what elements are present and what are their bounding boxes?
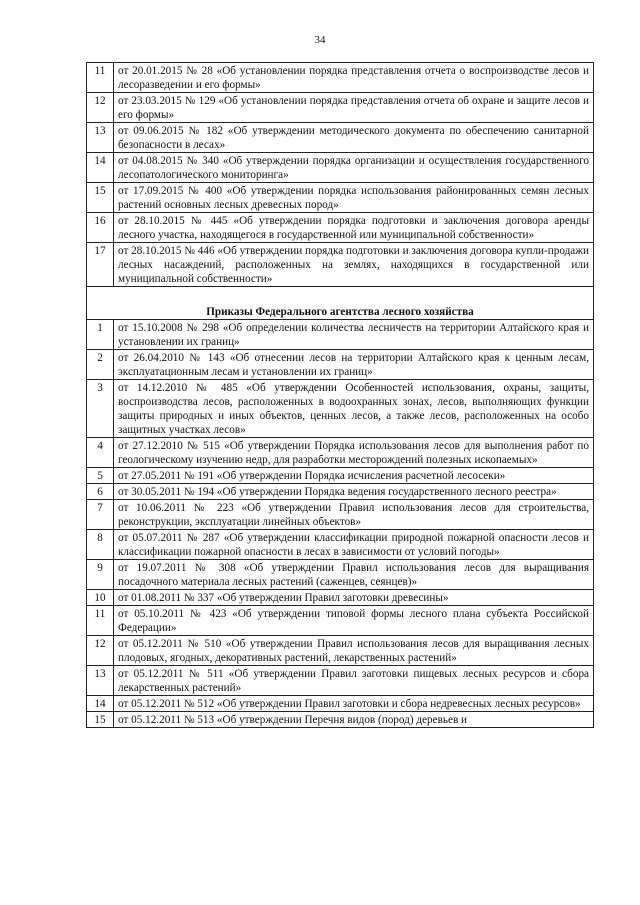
table-row — [87, 530, 594, 560]
table-row — [87, 183, 594, 213]
row-text: от 19.07.2011 № 308 «Об утверждении Правил использования лесов для выращивания посадочного материала лесных растений (саженцев, сеянцев)» — [114, 560, 594, 590]
row-number: 14 — [87, 153, 114, 183]
row-text: от 04.08.2015 № 340 «Об утверждении порядка организации и осуществления государственного лесопатологического мониторинга» — [114, 153, 594, 183]
row-number: 9 — [87, 560, 114, 590]
table-row — [87, 213, 594, 243]
table-row — [87, 590, 594, 606]
table-row — [87, 560, 594, 590]
table-row — [87, 320, 594, 350]
row-text: от 27.05.2011 № 191 «Об утверждении Порядка исчисления расчетной лесосеки» — [114, 468, 594, 484]
row-number: 4 — [87, 438, 114, 468]
table-row — [87, 606, 594, 636]
row-number: 12 — [87, 93, 114, 123]
table-body-bottom — [87, 320, 594, 728]
row-number: 1 — [87, 320, 114, 350]
row-number: 5 — [87, 468, 114, 484]
table-row — [87, 93, 594, 123]
table-body-top — [87, 63, 594, 287]
row-number: 11 — [87, 63, 114, 93]
row-number: 10 — [87, 590, 114, 606]
row-text: от 01.08.2011 № 337 «Об утверждении Правил заготовки древесины» — [114, 590, 594, 606]
table-row — [87, 712, 594, 728]
row-text: от 10.06.2011 № 223 «Об утверждении Правил использования лесов для строительства, реконструкции, эксплуатации линейных объектов» — [114, 500, 594, 530]
row-number: 7 — [87, 500, 114, 530]
row-text: от 23.03.2015 № 129 «Об установлении порядка представления отчета об охране и защите лесов и его формы» — [114, 93, 594, 123]
row-text: от 05.12.2011 № 512 «Об утверждении Правил заготовки и сбора недревесных лесных ресурсов» — [114, 696, 594, 712]
table-row — [87, 500, 594, 530]
table-row — [87, 243, 594, 287]
table-row — [87, 468, 594, 484]
row-text: от 26.04.2010 № 143 «Об отнесении лесов на территории Алтайского края к ценным лесам, эксплуатационным лесам и установлении их границ» — [114, 350, 594, 380]
row-number: 6 — [87, 484, 114, 500]
row-number: 3 — [87, 380, 114, 438]
row-text: от 05.10.2011 № 423 «Об утверждении типовой формы лесного плана субъекта Российской Федерации» — [114, 606, 594, 636]
row-text: от 14.12.2010 № 485 «Об утверждении Особенностей использования, охраны, защиты, воспроизводства лесов, расположенных в водоохранных зонах, лесов, выполняющих функции защиты природных и иных объектов, ценных лесов, а также лесов, расположенных на особо защитных участках лесов» — [114, 380, 594, 438]
row-text: от 28.10.2015 № 446 «Об утверждении порядка подготовки и заключения договора купли-продажи лесных насаждений, расположенных на землях, находящихся в государственной или муниципальной собственности» — [114, 243, 594, 287]
table-row — [87, 153, 594, 183]
table-row — [87, 484, 594, 500]
table-row — [87, 380, 594, 438]
row-text: от 09.06.2015 № 182 «Об утверждении методического документа по обеспечению санитарной безопасности в лесах» — [114, 123, 594, 153]
row-number: 12 — [87, 636, 114, 666]
row-number: 11 — [87, 606, 114, 636]
row-text: от 05.07.2011 № 287 «Об утверждении классификации природной пожарной опасности лесов и классификации пожарной опасности в лесах в зависимости от условий погоды» — [114, 530, 594, 560]
row-number: 13 — [87, 123, 114, 153]
section-header-row — [87, 287, 594, 320]
row-text: от 27.12.2010 № 515 «Об утверждении Порядка использования лесов для выполнения работ по геологическому изучению недр, для разработки месторождений полезных ископаемых» — [114, 438, 594, 468]
section-title: Приказы Федерального агентства лесного хозяйства — [87, 287, 594, 320]
table-row — [87, 123, 594, 153]
table-row — [87, 696, 594, 712]
page-number: 34 — [314, 34, 326, 46]
row-text: от 17.09.2015 № 400 «Об утверждении порядка использования районированных семян лесных растений основных лесных древесных пород» — [114, 183, 594, 213]
row-text: от 05.12.2011 № 513 «Об утверждении Перечня видов (пород) деревьев и — [114, 712, 594, 728]
row-text: от 05.12.2011 № 510 «Об утверждении Правил использования лесов для выращивания лесных плодовых, ягодных, декоративных растений, лекарственных растений» — [114, 636, 594, 666]
row-text: от 20.01.2015 № 28 «Об установлении порядка представления отчета о воспроизводстве лесов и лесоразведении и его формы» — [114, 63, 594, 93]
row-text: от 05.12.2011 № 511 «Об утверждении Правил заготовки пищевых лесных ресурсов и сбора лекарственных растений» — [114, 666, 594, 696]
table-row — [87, 63, 594, 93]
row-number: 2 — [87, 350, 114, 380]
row-number: 15 — [87, 712, 114, 728]
row-text: от 28.10.2015 № 445 «Об утверждении порядка подготовки и заключения договора аренды лесного участка, находящегося в государственной или муниципальной собственности» — [114, 213, 594, 243]
row-number: 14 — [87, 696, 114, 712]
row-number: 15 — [87, 183, 114, 213]
row-text: от 15.10.2008 № 298 «Об определении количества лесничеств на территории Алтайского края и установлении их границ» — [114, 320, 594, 350]
table-row — [87, 438, 594, 468]
table-row — [87, 666, 594, 696]
table-row — [87, 636, 594, 666]
row-number: 16 — [87, 213, 114, 243]
table-row — [87, 350, 594, 380]
row-number: 8 — [87, 530, 114, 560]
regulations-table — [86, 62, 594, 728]
row-text: от 30.05.2011 № 194 «Об утверждении Порядка ведения государственного лесного реестра» — [114, 484, 594, 500]
row-number: 17 — [87, 243, 114, 287]
row-number: 13 — [87, 666, 114, 696]
table-section — [87, 287, 594, 320]
